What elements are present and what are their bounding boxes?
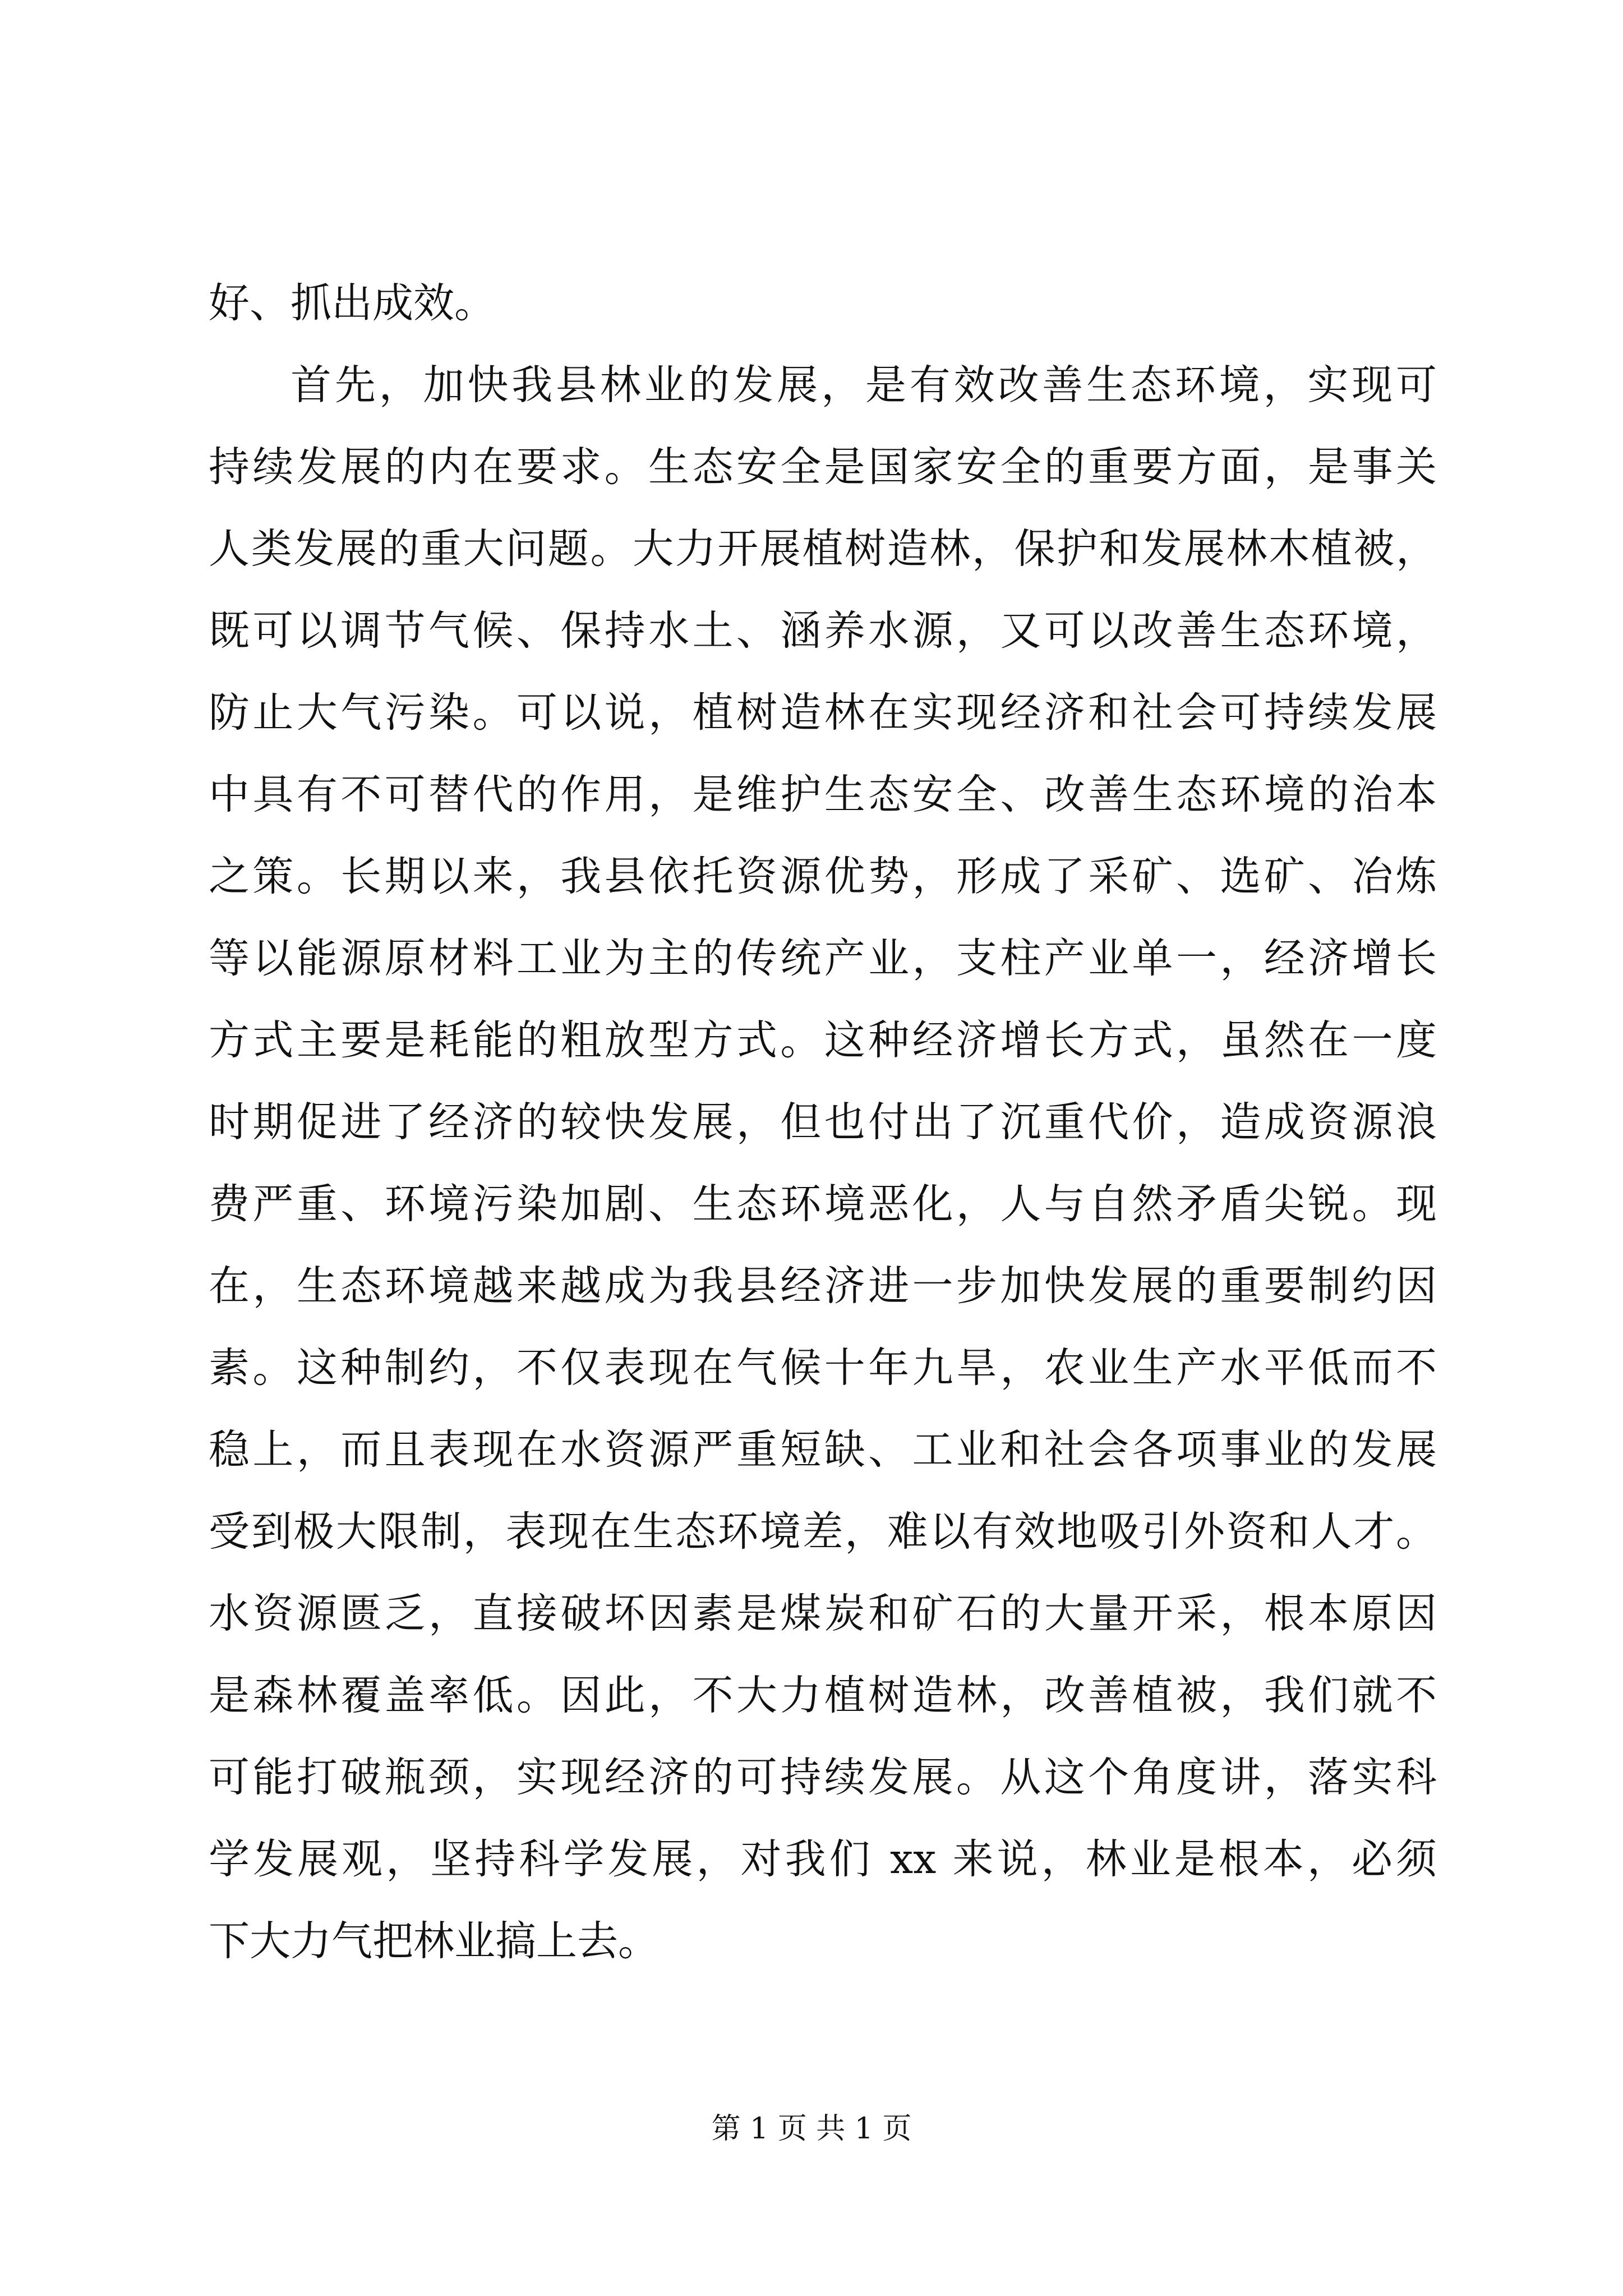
text-line-21: 下大力气把林业搞上去。 — [209, 1917, 659, 1965]
text-line-12: 费严重、环境污染加剧、生态环境恶化，人与自然矛盾尖锐。现 — [209, 1180, 1437, 1228]
text-line-20: 学发展观，坚持科学发展，对我们 xx 来说，林业是根本，必须 — [209, 1835, 1437, 1883]
text-line-9: 等以能源原材料工业为主的传统产业，支柱产业单一，经济增长 — [209, 935, 1437, 982]
text-line-19: 可能打破瓶颈，实现经济的可持续发展。从这个角度讲，落实科 — [209, 1754, 1437, 1801]
page-footer: 第 1 页 共 1 页 — [711, 2112, 912, 2146]
text-line-2: 首先，加快我县林业的发展，是有效改善生态环境，实现可 — [291, 361, 1437, 409]
text-line-11: 时期促进了经济的较快发展，但也付出了沉重代价，造成资源浪 — [209, 1098, 1437, 1146]
text-line-14: 素。这种制约，不仅表现在气候十年九旱，农业生产水平低而不 — [209, 1344, 1437, 1392]
text-line-7: 中具有不可替代的作用，是维护生态安全、改善生态环境的治本 — [209, 771, 1437, 818]
text-line-6: 防止大气污染。可以说，植树造林在实现经济和社会可持续发展 — [209, 689, 1437, 737]
text-line-15: 稳上，而且表现在水资源严重短缺、工业和社会各项事业的发展 — [209, 1426, 1437, 1474]
text-line-1: 好、抓出成效。 — [209, 279, 495, 327]
text-line-18: 是森林覆盖率低。因此，不大力植树造林，改善植被，我们就不 — [209, 1672, 1437, 1719]
body-text — [209, 263, 1437, 1982]
text-line-4: 人类发展的重大问题。大力开展植树造林，保护和发展林木植被， — [209, 525, 1437, 573]
text-line-16: 受到极大限制，表现在生态环境差，难以有效地吸引外资和人才。 — [209, 1508, 1437, 1556]
text-line-17: 水资源匮乏，直接破坏因素是煤炭和矿石的大量开采，根本原因 — [209, 1590, 1437, 1637]
text-line-13: 在，生态环境越来越成为我县经济进一步加快发展的重要制约因 — [209, 1262, 1437, 1310]
text-line-8: 之策。长期以来，我县依托资源优势，形成了采矿、选矿、冶炼 — [209, 853, 1437, 900]
text-line-3: 持续发展的内在要求。生态安全是国家安全的重要方面，是事关 — [209, 443, 1437, 491]
text-line-5: 既可以调节气候、保持水土、涵养水源，又可以改善生态环境， — [209, 607, 1437, 655]
text-line-10: 方式主要是耗能的粗放型方式。这种经济增长方式，虽然在一度 — [209, 1016, 1437, 1064]
